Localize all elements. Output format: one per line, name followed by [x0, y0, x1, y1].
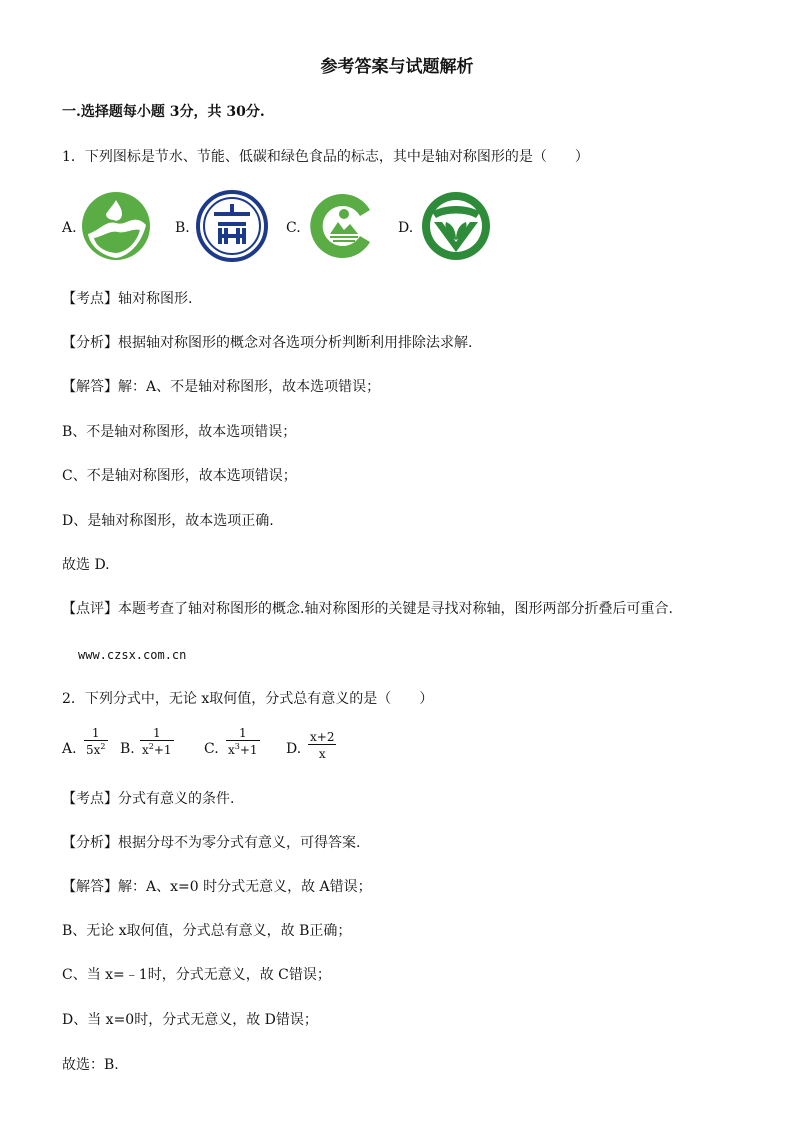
fraction-b-den-base: x — [142, 743, 149, 757]
option-a-label: A. — [62, 220, 77, 236]
fraction-b-denominator — [140, 740, 174, 757]
q2-answer: 故选：B. — [62, 1057, 119, 1073]
q1-dianping: 【点评】本题考查了轴对称图形的概念.轴对称图形的关键是寻找对称轴，图形两部分折叠后可重合. — [62, 601, 673, 617]
fraction-d-denominator: x — [308, 744, 336, 761]
fraction-a-denominator — [84, 740, 108, 757]
q1-line-c: C、不是轴对称图形，故本选项错误； — [62, 468, 297, 484]
q2-jieda: 【解答】解：A、x=0 时分式无意义，故 A错误； — [62, 879, 372, 895]
green-food-logo-icon — [420, 190, 492, 262]
option-c-label: C. — [286, 220, 301, 236]
fraction-b-exponent: 2 — [148, 742, 154, 751]
fraction-a-numerator: 1 — [91, 726, 100, 740]
low-carbon-logo-icon — [308, 190, 380, 262]
q2-line-c: C、当 x=﹣1时，分式无意义，故 C错误； — [62, 967, 331, 983]
page-title: 参考答案与试题解析 — [320, 57, 474, 77]
q1-line-b: B、不是轴对称图形，故本选项错误； — [62, 424, 297, 440]
source-url: www.czsx.com.cn — [78, 648, 187, 662]
fraction-b-den-rest: +1 — [153, 743, 172, 757]
fraction-d — [308, 730, 336, 761]
q1-jieda: 【解答】解：A、不是轴对称图形，故本选项错误； — [62, 379, 381, 395]
fraction-d-numerator: x+2 — [310, 730, 335, 744]
fraction-a — [84, 726, 108, 757]
q2-line-d: D、当 x=0时，分式无意义，故 D错误； — [62, 1012, 318, 1028]
q2-line-b: B、无论 x取何值，分式总有意义，故 B正确； — [62, 923, 352, 939]
fraction-c — [226, 726, 260, 757]
option-b-label: B. — [175, 220, 190, 236]
q2-option-a-label: A. — [62, 741, 77, 757]
energy-saving-logo-icon — [196, 190, 268, 262]
fraction-c-denominator — [226, 740, 260, 757]
fraction-c-exponent: 3 — [234, 742, 240, 751]
question-2-text: 2．下列分式中，无论 x取何值，分式总有意义的是（ ） — [62, 691, 434, 707]
fraction-c-den-base: x — [228, 743, 235, 757]
fraction-c-den-rest: +1 — [239, 743, 258, 757]
q1-line-d: D、是轴对称图形，故本选项正确. — [62, 513, 274, 529]
q2-option-c-label: C. — [204, 741, 219, 757]
water-saving-logo-icon — [80, 190, 152, 262]
fraction-c-numerator: 1 — [238, 726, 247, 740]
q2-kaodian: 【考点】分式有意义的条件. — [62, 791, 235, 807]
q1-kaodian: 【考点】轴对称图形. — [62, 291, 193, 307]
option-d-label: D. — [398, 220, 414, 236]
question-1-text: 1．下列图标是节水、节能、低碳和绿色食品的标志，其中是轴对称图形的是（ ） — [62, 149, 589, 165]
fraction-a-den-base: 5x — [86, 743, 101, 757]
fraction-b-numerator: 1 — [152, 726, 161, 740]
section-heading: 一.选择题每小题 3分，共 30分. — [62, 104, 265, 120]
fraction-b — [140, 726, 174, 757]
q1-fenxi: 【分析】根据轴对称图形的概念对各选项分析判断利用排除法求解. — [62, 335, 473, 351]
q2-option-d-label: D. — [286, 741, 302, 757]
q2-fenxi: 【分析】根据分母不为零分式有意义，可得答案. — [62, 835, 361, 851]
q2-option-b-label: B. — [120, 741, 135, 757]
q1-answer: 故选 D. — [62, 557, 110, 573]
fraction-a-exponent: 2 — [100, 742, 106, 751]
